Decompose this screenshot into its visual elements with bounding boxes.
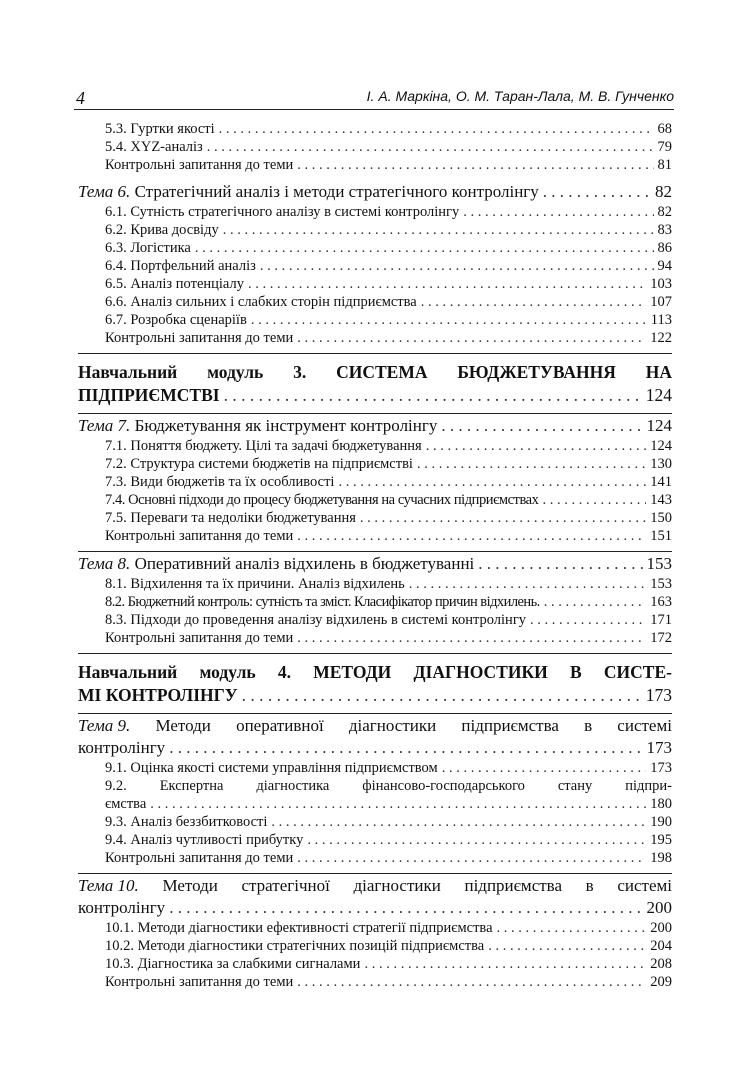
toc-entry-title: 7.4. Основні підходи до процесу бюджетування на сучасних підприємствах	[105, 492, 539, 508]
toc-page-number: 150	[650, 510, 672, 526]
topic-label: Тема 8.	[78, 554, 131, 573]
toc-page-number: 94	[657, 258, 672, 274]
dot-leader	[426, 437, 647, 455]
toc-page-number: 124	[645, 385, 672, 405]
toc-entry-6-6	[105, 293, 672, 311]
dot-leader	[542, 491, 646, 509]
dot-leader	[421, 293, 647, 311]
toc-entry-6-5	[105, 275, 672, 293]
entry-title-line-2: ємства	[105, 796, 147, 812]
dot-leader	[224, 384, 642, 407]
toc-page-number: 113	[650, 312, 672, 328]
toc-entry-title: 6.2. Крива досвіду	[105, 222, 219, 238]
toc-entry-title: 7.1. Поняття бюджету. Цілі та задачі бюджетування	[105, 438, 422, 454]
dot-leader	[442, 759, 647, 777]
toc-topic-6	[78, 181, 672, 203]
dot-leader	[248, 275, 646, 293]
toc-entry-5-3	[105, 120, 672, 138]
module-title-line-2: ПІДПРИЄМСТВІ	[78, 385, 220, 405]
dot-leader	[544, 593, 647, 611]
toc-topic-8	[78, 553, 672, 575]
section-divider	[78, 551, 672, 552]
toc-page-number: 163	[650, 594, 672, 610]
toc-entry-10-2	[105, 937, 672, 955]
dot-leader	[497, 919, 647, 937]
section-divider	[78, 713, 672, 714]
module-title-line-1: Навчальний модуль 4. МЕТОДИ ДІАГНОСТИКИ В СИСТЕ-	[78, 662, 672, 682]
topic-title-line-1: Тема 9. Методи оперативної діагностики підприємства в системі	[78, 716, 672, 735]
toc-page-number: 173	[645, 685, 672, 705]
toc-entry-6-3	[105, 239, 672, 257]
toc-page-number: 180	[650, 796, 672, 812]
toc-entry-6-2	[105, 221, 672, 239]
toc-entry-8-3	[105, 611, 672, 629]
topic-label: Тема 6.	[78, 182, 131, 201]
toc-entry-title: 6.3. Логістика	[105, 240, 191, 256]
toc-page-number: 143	[650, 492, 672, 508]
toc-entry-title: Контрольні запитання до теми	[105, 974, 294, 990]
toc-topic-7	[78, 415, 672, 437]
toc-entry-title: 6.6. Аналіз сильних і слабких сторін підприємства	[105, 294, 417, 310]
dot-leader	[260, 257, 654, 275]
dot-leader	[297, 329, 646, 347]
toc-entry-9-3	[105, 813, 672, 831]
toc-page-number: 122	[650, 330, 672, 346]
dot-leader	[478, 553, 642, 575]
toc-entry-8-1	[105, 575, 672, 593]
toc-entry-title: Контрольні запитання до теми	[105, 330, 294, 346]
toc-entry-9-4	[105, 831, 672, 849]
toc-entry-questions-9	[105, 849, 672, 867]
entry-title-line-1: 9.2. Експертна діагностика фінансово-господарського стану підпри-	[105, 778, 672, 794]
toc-page-number: 141	[650, 474, 672, 490]
dot-leader	[364, 955, 646, 973]
toc-page-number: 190	[650, 814, 672, 830]
toc-entry-title: 9.1. Оцінка якості системи управління підприємством	[105, 760, 438, 776]
section-divider	[78, 413, 672, 414]
dot-leader	[219, 120, 654, 138]
toc-entry-10-1	[105, 919, 672, 937]
topic-title-line-1: Тема 10. Методи стратегічної діагностики підприємства в системі	[78, 876, 672, 895]
toc-entry-title: 7.5. Переваги та недоліки бюджетування	[105, 510, 356, 526]
toc-entry-6-7	[105, 311, 672, 329]
dot-leader	[150, 795, 646, 813]
toc-entry-questions-10	[105, 973, 672, 991]
toc-page-number: 173	[646, 738, 672, 757]
toc-page-number: 153	[646, 554, 672, 573]
toc-entry-title: 5.4. XYZ-аналіз	[105, 139, 203, 155]
toc-page-number: 200	[646, 898, 672, 917]
toc-page-number: 208	[650, 956, 672, 972]
toc-entry-7-3	[105, 473, 672, 491]
toc-entry-questions-8	[105, 629, 672, 647]
dot-leader	[297, 973, 646, 991]
toc-entry-questions-7	[105, 527, 672, 545]
toc-entry-title: 6.4. Портфельний аналіз	[105, 258, 256, 274]
page-header	[74, 86, 674, 110]
toc-entry-title: 9.4. Аналіз чутливості прибутку	[105, 832, 304, 848]
dot-leader	[338, 473, 646, 491]
toc-entry-title: Контрольні запитання до теми	[105, 528, 294, 544]
dot-leader	[169, 897, 642, 919]
toc-page-number: 195	[650, 832, 672, 848]
toc-page-number: 198	[650, 850, 672, 866]
toc-entry-5-4	[105, 138, 672, 156]
toc-entry-title: 8.2. Бюджетний контроль: сутність та зміст. Класифікатор причин відхилень.	[105, 594, 540, 610]
running-head-authors: І. А. Маркіна, О. М. Таран-Лала, М. В. Гунченко	[366, 88, 674, 104]
toc-page-number: 107	[650, 294, 672, 310]
toc-entry-7-2	[105, 455, 672, 473]
dot-leader	[543, 181, 651, 203]
toc-page-number: 153	[650, 576, 672, 592]
dot-leader	[207, 138, 654, 156]
toc-page-number: 200	[650, 920, 672, 936]
dot-leader	[530, 611, 646, 629]
page-number: 4	[76, 88, 85, 108]
toc-entry-title: Контрольні запитання до теми	[105, 850, 294, 866]
toc-entry-title: 8.1. Відхилення та їх причини. Аналіз відхилень	[105, 576, 405, 592]
dot-leader	[169, 737, 642, 759]
toc-page-number: 124	[646, 416, 672, 435]
toc-page-number: 130	[650, 456, 672, 472]
dot-leader	[488, 937, 646, 955]
toc-entry-title: 6.7. Розробка сценаріїв	[105, 312, 247, 328]
toc-entry-title: 7.3. Види бюджетів та їх особливості	[105, 474, 335, 490]
dot-leader	[360, 509, 646, 527]
section-divider	[78, 653, 672, 654]
toc-page-number: 209	[650, 974, 672, 990]
toc-page-number: 86	[657, 240, 672, 256]
dot-leader	[307, 831, 646, 849]
module-title-line-2: МІ КОНТРОЛІНГУ	[78, 685, 238, 705]
toc-entry-title: 10.3. Діагностика за слабкими сигналами	[105, 956, 361, 972]
toc-entry-title: Контрольні запитання до теми	[105, 157, 294, 173]
toc-entry-7-4	[105, 491, 672, 509]
toc-entry-title: Контрольні запитання до теми	[105, 630, 294, 646]
topic-label: Тема 10.	[78, 876, 139, 895]
topic-title: Бюджетування як інструмент контролінгу	[130, 416, 438, 435]
toc-topic-9	[78, 715, 672, 759]
dot-leader	[297, 156, 653, 174]
toc-page-number: 172	[650, 630, 672, 646]
dot-leader	[297, 527, 646, 545]
dot-leader	[297, 849, 646, 867]
header-rule	[74, 109, 674, 110]
toc-entry-7-5	[105, 509, 672, 527]
dot-leader	[242, 684, 642, 707]
dot-leader	[195, 239, 654, 257]
dot-leader	[409, 575, 647, 593]
topic-title-line-2: контролінгу	[78, 738, 166, 757]
toc-page-number: 83	[657, 222, 672, 238]
toc-page-number: 173	[650, 760, 672, 776]
topic-title-line-2: контролінгу	[78, 898, 166, 917]
topic-label: Тема 9.	[78, 716, 131, 735]
toc-module-3	[78, 361, 672, 407]
table-of-contents	[78, 120, 672, 991]
toc-page-number: 82	[657, 204, 672, 220]
topic-label: Тема 7.	[78, 416, 131, 435]
toc-page-number: 82	[655, 182, 672, 201]
toc-page-number: 124	[650, 438, 672, 454]
dot-leader	[417, 455, 646, 473]
toc-page-number: 79	[657, 139, 672, 155]
toc-page-number: 151	[650, 528, 672, 544]
toc-page-number: 171	[650, 612, 672, 628]
dot-leader	[251, 311, 647, 329]
toc-page-number: 204	[650, 938, 672, 954]
toc-page-number: 81	[657, 157, 672, 173]
topic-title: Оперативний аналіз відхилень в бюджетуванні	[130, 554, 475, 573]
module-title-line-1: Навчальний модуль 3. СИСТЕМА БЮДЖЕТУВАННЯ НА	[78, 362, 672, 382]
toc-entry-9-2	[105, 777, 672, 813]
toc-entry-8-2	[105, 593, 672, 611]
toc-entry-6-1	[105, 203, 672, 221]
dot-leader	[463, 203, 653, 221]
toc-entry-title: 9.3. Аналіз беззбитковості	[105, 814, 268, 830]
dot-leader	[441, 415, 642, 437]
toc-entry-title: 6.5. Аналіз потенціалу	[105, 276, 244, 292]
toc-topic-10	[78, 875, 672, 919]
toc-entry-title: 6.1. Сутність стратегічного аналізу в системі контролінгу	[105, 204, 460, 220]
toc-entry-questions-5	[105, 156, 672, 174]
dot-leader	[297, 629, 646, 647]
toc-page-number: 68	[657, 121, 672, 137]
toc-entry-10-3	[105, 955, 672, 973]
toc-page-number: 103	[650, 276, 672, 292]
toc-entry-title: 5.3. Гуртки якості	[105, 121, 215, 137]
dot-leader	[223, 221, 654, 239]
section-divider	[78, 873, 672, 874]
toc-entry-title: 10.2. Методи діагностики стратегічних позицій підприємства	[105, 938, 485, 954]
toc-module-4	[78, 661, 672, 707]
toc-entry-6-4	[105, 257, 672, 275]
dot-leader	[271, 813, 646, 831]
toc-entry-title: 8.3. Підходи до проведення аналізу відхилень в системі контролінгу	[105, 612, 527, 628]
toc-entry-7-1	[105, 437, 672, 455]
toc-entry-title: 10.1. Методи діагностики ефективності стратегії підприємства	[105, 920, 493, 936]
toc-entry-9-1	[105, 759, 672, 777]
toc-entry-title: 7.2. Структура системи бюджетів на підприємстві	[105, 456, 413, 472]
toc-entry-questions-6	[105, 329, 672, 347]
topic-title: Стратегічний аналіз і методи стратегічного контролінгу	[130, 182, 539, 201]
section-divider	[78, 353, 672, 354]
